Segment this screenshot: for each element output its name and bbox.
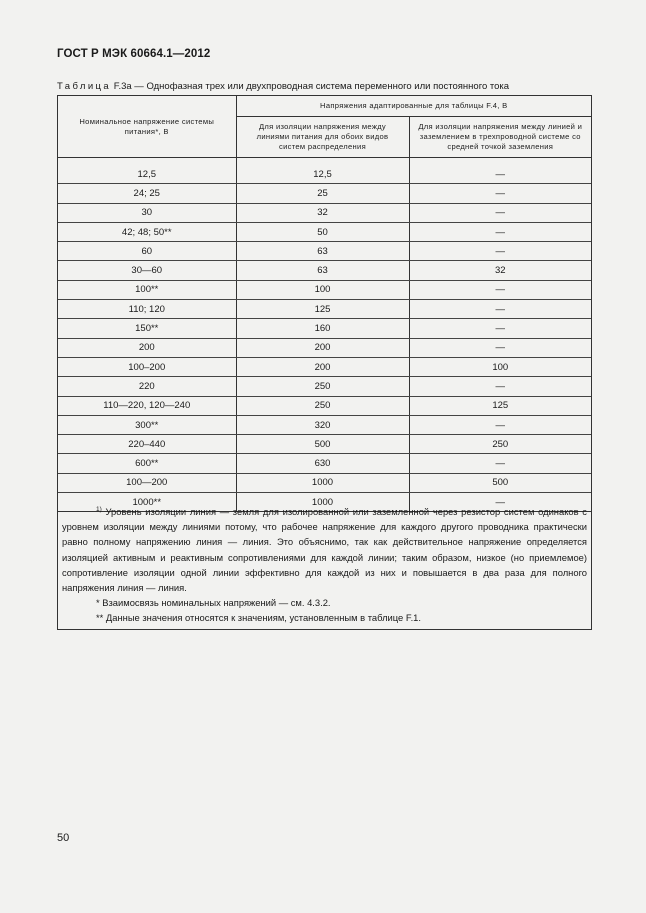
cell-line-to-earth: —	[409, 493, 591, 512]
cell-line-to-line: 630	[236, 454, 409, 473]
table-row	[58, 473, 591, 492]
cell-nominal-voltage: 100–200	[58, 357, 236, 376]
cell-nominal-voltage: 200	[58, 338, 236, 357]
cell-line-to-earth: 500	[409, 473, 591, 492]
document-header: ГОСТ Р МЭК 60664.1—2012	[57, 48, 211, 60]
header-line-to-earth: Для изоляции напряжения между линией и заземлением в трехпроводной системе со средней точкой заземления	[409, 117, 591, 158]
table-row	[58, 222, 591, 241]
cell-nominal-voltage: 30	[58, 203, 236, 222]
cell-line-to-line: 250	[236, 396, 409, 415]
cell-nominal-voltage: 110; 120	[58, 300, 236, 319]
cell-line-to-earth: —	[409, 242, 591, 261]
header-spacer-row	[58, 158, 591, 166]
cell-line-to-earth: 250	[409, 435, 591, 454]
cell-line-to-earth: —	[409, 203, 591, 222]
table-row	[58, 338, 591, 357]
cell-line-to-line: 320	[236, 415, 409, 434]
cell-line-to-earth: 100	[409, 357, 591, 376]
table-row	[58, 165, 591, 184]
voltage-table	[58, 96, 591, 512]
cell-nominal-voltage: 150**	[58, 319, 236, 338]
cell-nominal-voltage: 110—220, 120—240	[58, 396, 236, 415]
footnote-paragraph: $^{1)}$ Уровень изоляции линия — земля для изолированной или заземленной через резистор систем одинаков с уровнем изоляции между линиями потому, что рабочее напряжение для каждого другого проводника практически равно полному напряжению линия — линия. Это объяснимо, так как действительное напряжение определяется изоляцией активным и реактивным сопротивлениями для каждой линии; таким образом, низкое (но приемлемое) сопротивление изоляции одной линии эффективно для каждой из них и повышается в два раза для полного напряжения линия — линия.	[62, 506, 587, 594]
cell-line-to-line: 200	[236, 357, 409, 376]
cell-line-to-line: 1000	[236, 493, 409, 512]
table-row	[58, 396, 591, 415]
caption-label: Таблица	[57, 81, 112, 92]
cell-line-to-earth: —	[409, 300, 591, 319]
table-row	[58, 454, 591, 473]
cell-nominal-voltage: 60	[58, 242, 236, 261]
cell-nominal-voltage: 220	[58, 377, 236, 396]
cell-line-to-line: 1000	[236, 473, 409, 492]
table-caption	[57, 81, 509, 92]
table-row	[58, 377, 591, 396]
cell-line-to-earth: 125	[409, 396, 591, 415]
cell-line-to-earth: —	[409, 454, 591, 473]
cell-line-to-earth: —	[409, 165, 591, 184]
table-row	[58, 435, 591, 454]
cell-line-to-line: 100	[236, 280, 409, 299]
table-row	[58, 300, 591, 319]
note-single-star: * Взаимосвязь номинальных напряжений — см. 4.3.2.	[96, 597, 331, 609]
cell-line-to-earth: —	[409, 280, 591, 299]
cell-line-to-earth: —	[409, 222, 591, 241]
cell-line-to-line: 125	[236, 300, 409, 319]
cell-line-to-line: 50	[236, 222, 409, 241]
note-double-star: ** Данные значения относятся к значениям, установленным в таблице F.1.	[96, 612, 421, 624]
cell-line-to-line: 200	[236, 338, 409, 357]
cell-line-to-line: 500	[236, 435, 409, 454]
cell-nominal-voltage: 100—200	[58, 473, 236, 492]
cell-nominal-voltage: 1000**	[58, 493, 236, 512]
table-row	[58, 319, 591, 338]
footnote-mark: 1)	[96, 506, 102, 513]
header-nominal-voltage: Номинальное напряжение системы питания*, В	[58, 96, 236, 158]
cell-nominal-voltage: 600**	[58, 454, 236, 473]
cell-line-to-line: 63	[236, 242, 409, 261]
cell-line-to-earth: —	[409, 338, 591, 357]
caption-number: F.3a	[113, 81, 132, 92]
table-row	[58, 357, 591, 376]
caption-text: — Однофазная трех или двухпроводная система переменного или постоянного тока	[131, 81, 510, 92]
cell-line-to-line: 25	[236, 184, 409, 203]
header-line-to-line: Для изоляции напряжения между линиями питания для обоих видов систем распределения	[236, 117, 409, 158]
cell-nominal-voltage: 220–440	[58, 435, 236, 454]
cell-line-to-earth: 32	[409, 261, 591, 280]
table-row	[58, 242, 591, 261]
cell-line-to-line: 32	[236, 203, 409, 222]
cell-line-to-line: 160	[236, 319, 409, 338]
cell-line-to-line: 63	[236, 261, 409, 280]
table-row	[58, 203, 591, 222]
table-notes	[57, 502, 592, 626]
header-adapted-voltages: Напряжения адаптированные для таблицы F.4, В	[236, 96, 591, 117]
cell-nominal-voltage: 30—60	[58, 261, 236, 280]
cell-line-to-earth: —	[409, 319, 591, 338]
cell-nominal-voltage: 42; 48; 50**	[58, 222, 236, 241]
cell-line-to-line: 12,5	[236, 165, 409, 184]
cell-nominal-voltage: 100**	[58, 280, 236, 299]
cell-nominal-voltage: 24; 25	[58, 184, 236, 203]
cell-line-to-earth: —	[409, 184, 591, 203]
table-row	[58, 261, 591, 280]
table-row	[58, 280, 591, 299]
cell-nominal-voltage: 300**	[58, 415, 236, 434]
table-row	[58, 415, 591, 434]
table-row	[58, 184, 591, 203]
cell-line-to-earth: —	[409, 377, 591, 396]
cell-nominal-voltage: 12,5	[58, 165, 236, 184]
page-number: 50	[57, 832, 70, 844]
cell-line-to-line: 250	[236, 377, 409, 396]
cell-line-to-earth: —	[409, 415, 591, 434]
